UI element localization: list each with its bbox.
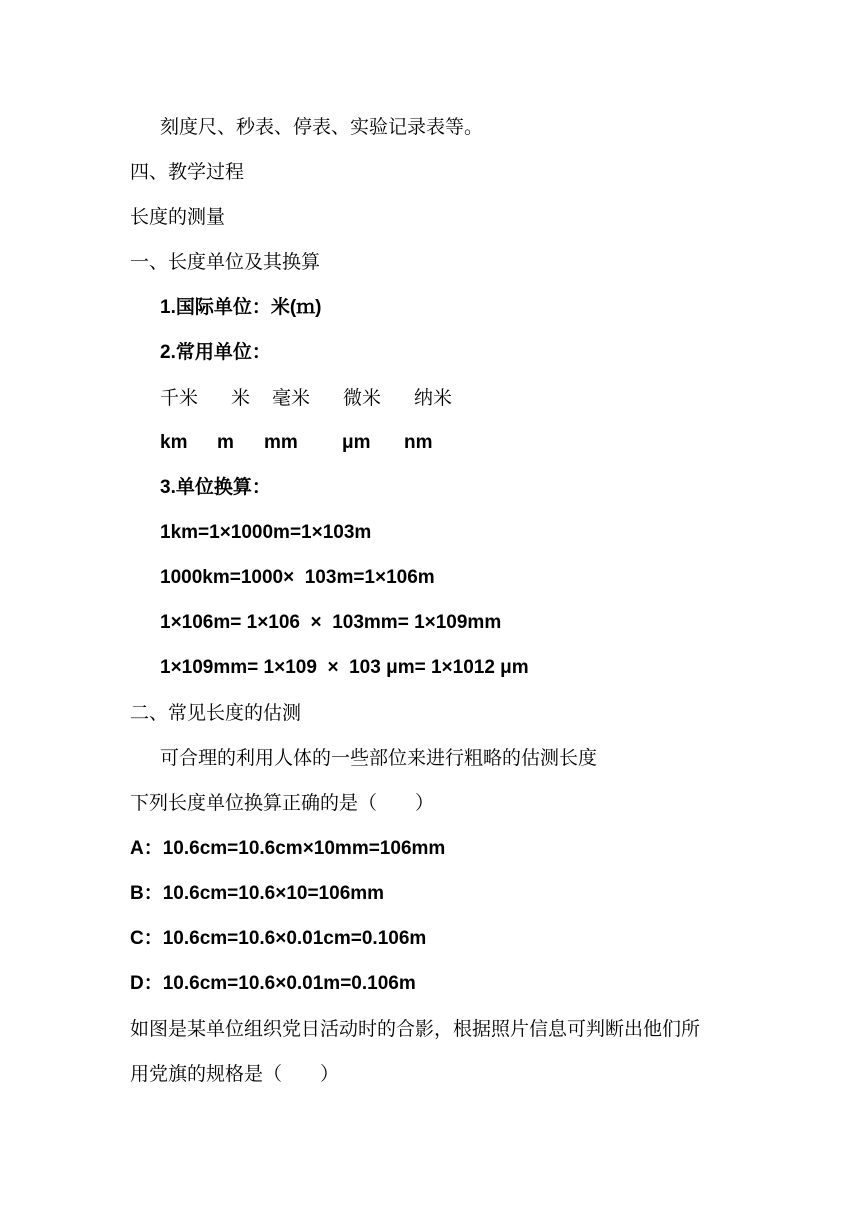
estimation-text: 可合理的利用人体的一些部位来进行粗略的估测长度 [160,747,598,769]
section-heading: 四、教学过程 [130,161,245,183]
conversion-line: 1×109mm= 1×109 × 103 μm= 1×1012 μm [160,657,529,678]
conversion-heading: 3.单位换算： [160,477,271,498]
unit-symbol: nm [404,432,433,453]
question-1: 下列长度单位换算正确的是（ ） [130,792,435,814]
unit-symbol: μm [342,432,371,453]
option-a: A：10.6cm=10.6cm×10mm=106mm [130,838,446,859]
question-2-line-2: 用党旗的规格是（ ） [130,1063,340,1085]
equipment-line: 刻度尺、秒表、停表、实验记录表等。 [160,116,484,138]
conversion-line: 1km=1×1000m=1×103m [160,522,372,543]
option-c: C：10.6cm=10.6×0.01cm=0.106m [130,928,427,949]
unit-symbol: m [217,432,234,453]
unit-name: 毫米 [272,387,311,409]
common-units-heading: 2.常用单位： [160,342,271,363]
question-2-line-1: 如图是某单位组织党日活动时的合影，根据照片信息可判断出他们所 [130,1018,701,1040]
unit-symbol: km [160,432,188,453]
unit-name: 千米 [160,387,199,409]
part1-heading: 一、长度单位及其换算 [130,251,321,273]
si-unit-line: 1.国际单位：米(ｍ) [160,297,322,318]
unit-symbols-row [160,431,433,455]
unit-name: 纳米 [414,387,453,409]
part2-heading: 二、常见长度的估测 [130,702,302,724]
conversion-line: 1×106m= 1×106 × 103mm= 1×109mm [160,612,502,633]
unit-names-row [160,386,452,410]
option-b: B：10.6cm=10.6×10=106mm [130,883,385,904]
conversion-line: 1000km=1000× 103m=1×106m [160,567,435,588]
unit-symbol: mm [264,432,298,453]
option-d: D：10.6cm=10.6×0.01m=0.106m [130,973,416,994]
topic-heading: 长度的测量 [130,206,226,228]
unit-name: 米 [231,387,251,409]
unit-name: 微米 [343,387,382,409]
